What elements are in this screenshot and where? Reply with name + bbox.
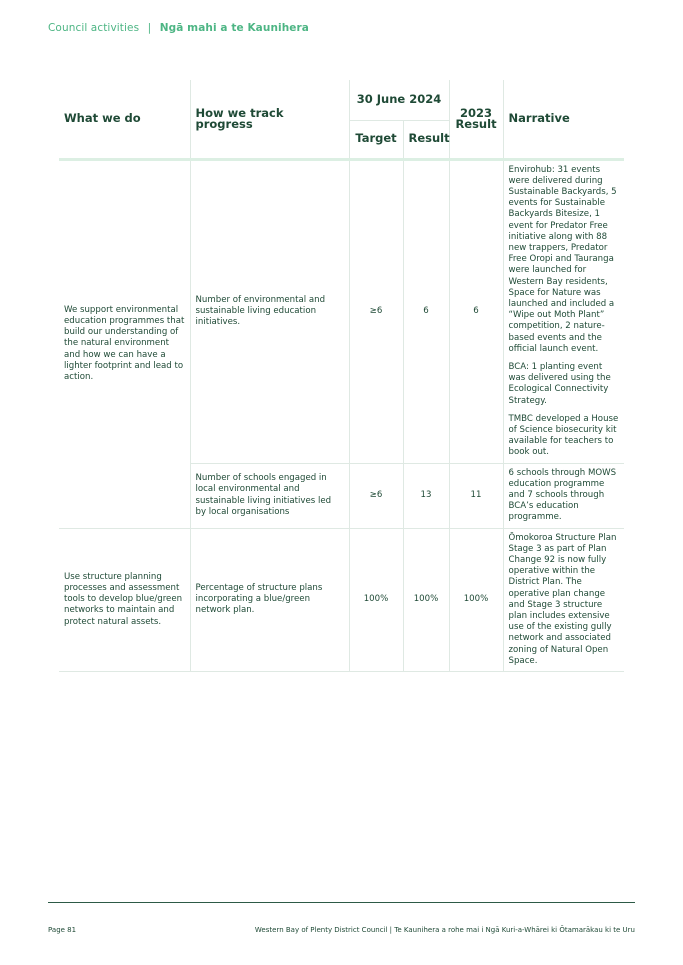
- narrative-cell: [503, 463, 624, 528]
- header-narrative: Narrative: [503, 80, 624, 159]
- performance-table: [59, 80, 624, 672]
- narrative-paragraph: 6 schools through MOWS education programme and 7 schools through BCA’s education programme.: [508, 467, 617, 523]
- what-we-do-cell: Use structure planning processes and assessment tools to develop blue/green networks to maintain and protect natural assets.: [59, 528, 190, 671]
- page-header: [48, 22, 309, 34]
- target-cell: 100%: [349, 528, 403, 671]
- footer-divider: [48, 902, 635, 903]
- page-number: Page 81: [48, 926, 77, 934]
- narrative-cell: [503, 159, 624, 463]
- table-row: [59, 159, 624, 463]
- header-2023-result: 2023 Result: [449, 80, 503, 159]
- header-target: Target: [349, 120, 403, 159]
- narrative-paragraph: Ōmokoroa Structure Plan Stage 3 as part of Plan Change 92 is now fully operative within the District Plan. The operative plan change and Stage 3 structure plan includes extensive use of the existing gully network and associated zoning of Natural Open Space.: [508, 532, 617, 666]
- header-maori-title: Ngā mahi a te Kaunihera: [159, 22, 309, 34]
- result-2023-cell: 6: [449, 159, 503, 463]
- table-row: [59, 528, 624, 671]
- narrative-paragraph: BCA: 1 planting event was delivered using the Ecological Connectivity Strategy.: [508, 361, 611, 406]
- measure-cell: Number of environmental and sustainable living education initiatives.: [190, 159, 349, 463]
- target-cell: ≥6: [349, 463, 403, 528]
- header-june-2024: 30 June 2024: [349, 80, 449, 120]
- narrative-cell: [503, 528, 624, 671]
- measure-cell: Number of schools engaged in local environmental and sustainable living initiatives led by local organisations: [190, 463, 349, 528]
- result-cell: 6: [403, 159, 449, 463]
- header-separator: |: [147, 22, 152, 34]
- narrative-paragraph: TMBC developed a House of Science biosecurity kit available for teachers to book out.: [508, 413, 619, 458]
- header-result: Result: [403, 120, 449, 159]
- target-cell: ≥6: [349, 159, 403, 463]
- result-cell: 13: [403, 463, 449, 528]
- result-2023-cell: 11: [449, 463, 503, 528]
- header-what-we-do: What we do: [59, 80, 190, 159]
- measure-cell: Percentage of structure plans incorporating a blue/green network plan.: [190, 528, 349, 671]
- what-we-do-cell: We support environmental education programmes that build our understanding of the natural environment and how we can have a lighter footprint and lead to action.: [59, 159, 190, 528]
- header-how-we-track: How we track progress: [190, 80, 349, 159]
- header-section-title: Council activities: [48, 22, 140, 34]
- footer-title: Western Bay of Plenty District Council | Te Kaunihera a rohe mai i Ngā Kuri-a-Whārei ki Ōtamarākau ki te Uru: [254, 926, 635, 934]
- result-cell: 100%: [403, 528, 449, 671]
- result-2023-cell: 100%: [449, 528, 503, 671]
- narrative-paragraph: Envirohub: 31 events were delivered during Sustainable Backyards, 5 events for Sustainable Backyards Bitesize, 1 event for Predator Free initiative along with 88 new trappers, Predator Free Oropi and Tauranga were launched for Western Bay residents, Space for Nature was launched and included a “Wipe out Moth Plant” competition, 2 nature-based events and the official launch event.: [508, 164, 617, 354]
